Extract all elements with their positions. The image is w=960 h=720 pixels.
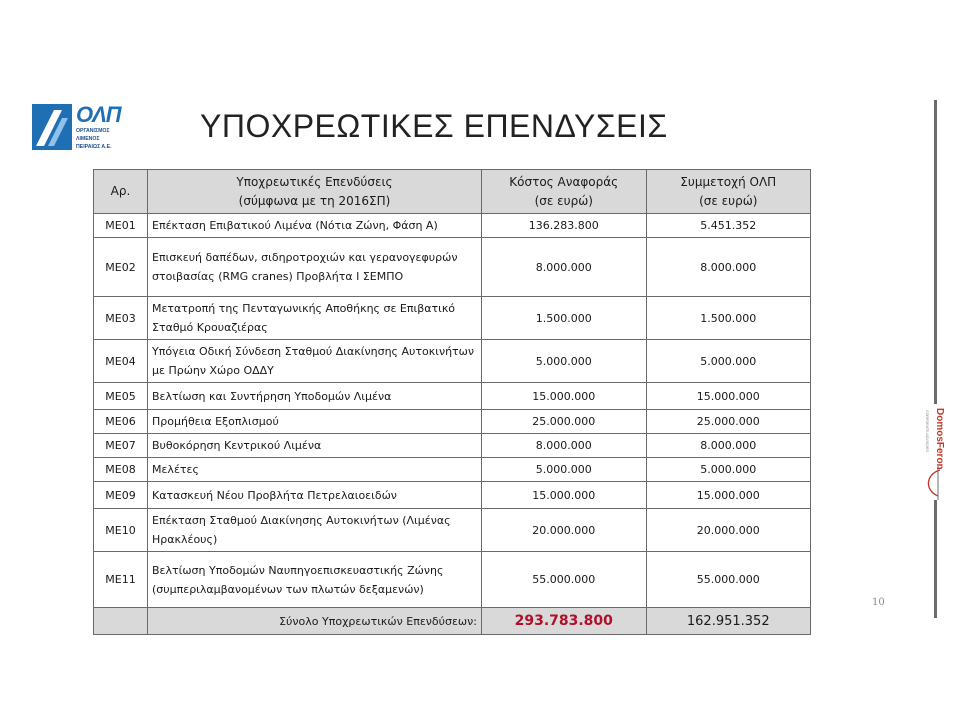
slide-title: ΥΠΟΧΡΕΩΤΙΚΕΣ ΕΠΕΝΔΥΣΕΙΣ bbox=[200, 108, 668, 144]
table-row bbox=[94, 238, 811, 297]
header-ref-line2: (σε ευρώ) bbox=[534, 193, 593, 208]
table-row bbox=[94, 552, 811, 608]
olp-logo-mark-icon bbox=[32, 104, 72, 150]
row-reference-cost: 5.000.000 bbox=[482, 458, 647, 482]
row-reference-cost: 25.000.000 bbox=[482, 410, 647, 434]
row-code: ΜΕ11 bbox=[94, 552, 148, 608]
row-description: Υπόγεια Οδική Σύνδεση Σταθμού Διακίνησης Αυτοκινήτων με Πρώην Χώρο ΟΔΔΥ bbox=[148, 340, 482, 383]
row-code: ΜΕ10 bbox=[94, 509, 148, 552]
table-row bbox=[94, 214, 811, 238]
total-olp-share: 162.951.352 bbox=[646, 608, 811, 635]
row-description: Βελτίωση Υποδομών Ναυπηγοεπισκευαστικής Ζώνης (συμπεριλαμβανομένων των πλωτών δεξαμενών) bbox=[148, 552, 482, 608]
row-reference-cost: 55.000.000 bbox=[482, 552, 647, 608]
row-description: Βυθοκόρηση Κεντρικού Λιμένα bbox=[148, 434, 482, 458]
row-code: ΜΕ03 bbox=[94, 297, 148, 340]
table-row bbox=[94, 434, 811, 458]
row-code: ΜΕ05 bbox=[94, 383, 148, 410]
row-code: ΜΕ07 bbox=[94, 434, 148, 458]
right-divider bbox=[934, 100, 937, 618]
row-description: Μελέτες bbox=[148, 458, 482, 482]
header-reference-cost bbox=[482, 170, 647, 214]
row-olp-share: 8.000.000 bbox=[646, 238, 811, 297]
row-olp-share: 55.000.000 bbox=[646, 552, 811, 608]
header-code: Αρ. bbox=[94, 170, 148, 214]
olp-logo-text bbox=[76, 102, 121, 150]
header-desc-line1: Υποχρεωτικές Επενδύσεις bbox=[236, 174, 393, 189]
row-olp-share: 8.000.000 bbox=[646, 434, 811, 458]
olp-logo-sub-2: ΛΙΜΕΝΟΣ bbox=[76, 136, 100, 142]
table-row bbox=[94, 458, 811, 482]
row-reference-cost: 1.500.000 bbox=[482, 297, 647, 340]
row-code: ΜΕ06 bbox=[94, 410, 148, 434]
olp-logo-sub-3: ΠΕΙΡΑΙΩΣ Α.Ε. bbox=[76, 144, 112, 150]
domosferon-logo bbox=[918, 404, 948, 500]
header-olp-line2: (σε ευρώ) bbox=[699, 193, 758, 208]
row-olp-share: 1.500.000 bbox=[646, 297, 811, 340]
row-olp-share: 15.000.000 bbox=[646, 482, 811, 509]
olp-logo bbox=[32, 102, 121, 152]
olp-logo-sub-1: ΟΡΓΑΝΙΣΜΟΣ bbox=[76, 128, 110, 134]
row-reference-cost: 8.000.000 bbox=[482, 434, 647, 458]
row-reference-cost: 5.000.000 bbox=[482, 340, 647, 383]
table-row bbox=[94, 297, 811, 340]
row-description: Κατασκευή Νέου Προβλήτα Πετρελαιοειδών bbox=[148, 482, 482, 509]
header-description bbox=[148, 170, 482, 214]
row-description: Προμήθεια Εξοπλισμού bbox=[148, 410, 482, 434]
table-header-row bbox=[94, 170, 811, 214]
row-code: ΜΕ02 bbox=[94, 238, 148, 297]
row-description: Επέκταση Επιβατικού Λιμένα (Νότια Ζώνη, Φάση Α) bbox=[148, 214, 482, 238]
header-desc-line2: (σύμφωνα με τη 2016ΣΠ) bbox=[238, 193, 391, 208]
total-reference-cost: 293.783.800 bbox=[482, 608, 647, 635]
row-description: Επέκταση Σταθμού Διακίνησης Αυτοκινήτων (Λιμένας Ηρακλέους) bbox=[148, 509, 482, 552]
row-olp-share: 25.000.000 bbox=[646, 410, 811, 434]
page-number: 10 bbox=[872, 597, 885, 608]
row-description: Μετατροπή της Πενταγωνικής Αποθήκης σε Επιβατικό Σταθμό Κρουαζιέρας bbox=[148, 297, 482, 340]
row-reference-cost: 20.000.000 bbox=[482, 509, 647, 552]
header-ref-line1: Κόστος Αναφοράς bbox=[509, 174, 619, 189]
row-olp-share: 20.000.000 bbox=[646, 509, 811, 552]
row-code: ΜΕ04 bbox=[94, 340, 148, 383]
row-reference-cost: 15.000.000 bbox=[482, 482, 647, 509]
row-olp-share: 5.451.352 bbox=[646, 214, 811, 238]
domosferon-tagline: CORPORATE ADVISORS bbox=[925, 410, 929, 452]
row-reference-cost: 8.000.000 bbox=[482, 238, 647, 297]
row-reference-cost: 136.283.800 bbox=[482, 214, 647, 238]
row-description: Επισκευή δαπέδων, σιδηροτροχιών και γερανογεφυρών στοιβασίας (RMG cranes) Προβλήτα Ι ΣΕΜΠΟ bbox=[148, 238, 482, 297]
total-empty-cell bbox=[94, 608, 148, 635]
table-row bbox=[94, 509, 811, 552]
total-label: Σύνολο Υποχρεωτικών Επενδύσεων: bbox=[148, 608, 482, 635]
row-code: ΜΕ09 bbox=[94, 482, 148, 509]
row-reference-cost: 15.000.000 bbox=[482, 383, 647, 410]
olp-logo-title: ΟΛΠ bbox=[76, 102, 121, 127]
table-row bbox=[94, 383, 811, 410]
header-olp-line1: Συμμετοχή ΟΛΠ bbox=[680, 174, 777, 189]
row-description: Βελτίωση και Συντήρηση Υποδομών Λιμένα bbox=[148, 383, 482, 410]
domosferon-name: DomosFeron bbox=[934, 408, 945, 470]
row-olp-share: 5.000.000 bbox=[646, 340, 811, 383]
row-olp-share: 5.000.000 bbox=[646, 458, 811, 482]
header-olp-share bbox=[646, 170, 811, 214]
table-row bbox=[94, 410, 811, 434]
row-olp-share: 15.000.000 bbox=[646, 383, 811, 410]
investments-table bbox=[93, 169, 811, 635]
table-total-row bbox=[94, 608, 811, 635]
table-row bbox=[94, 340, 811, 383]
table-row bbox=[94, 482, 811, 509]
row-code: ΜΕ01 bbox=[94, 214, 148, 238]
row-code: ΜΕ08 bbox=[94, 458, 148, 482]
